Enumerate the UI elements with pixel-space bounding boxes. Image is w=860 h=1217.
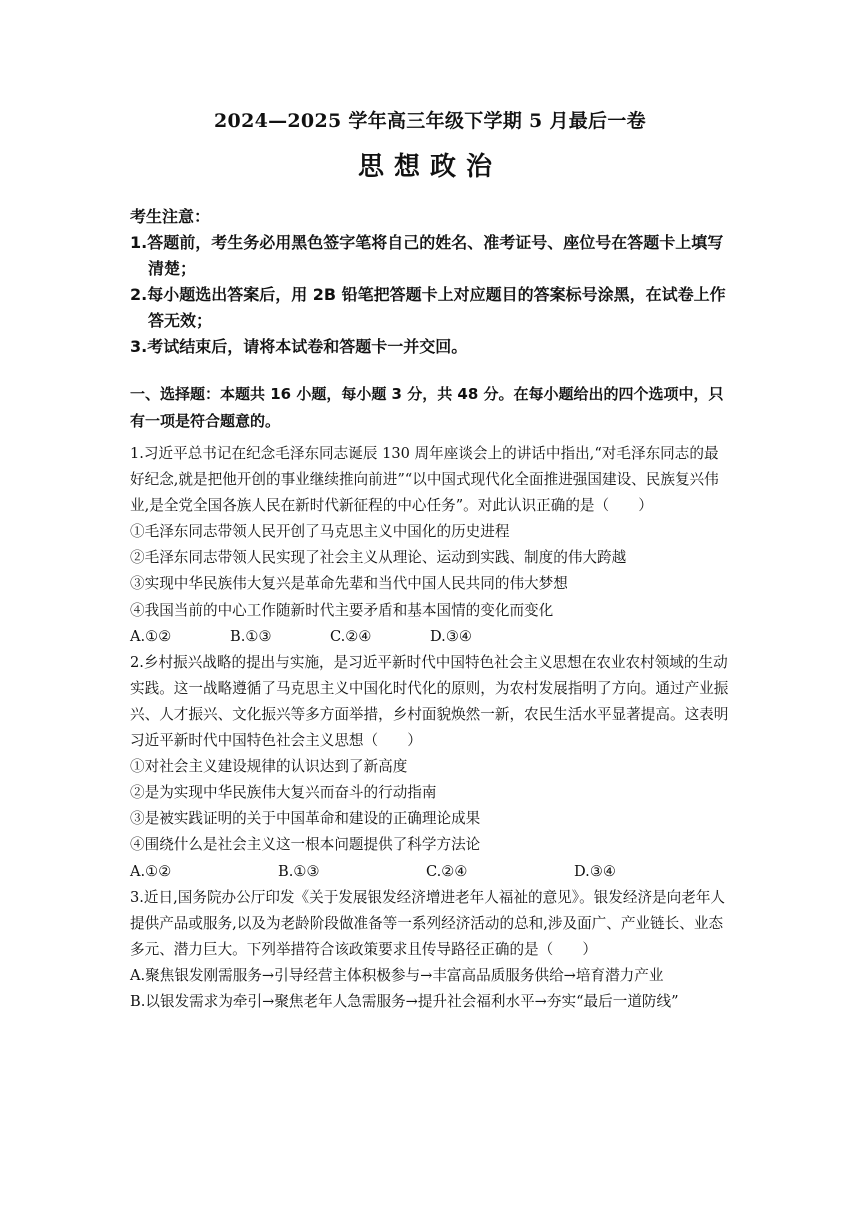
option-b: B.①③ (278, 862, 320, 880)
notice-block (130, 204, 730, 360)
notice-heading: 考生注意： (130, 207, 211, 226)
questions-body (130, 441, 730, 1015)
question-stem: 3.近日,国务院办公厅印发《关于发展银发经济增进老年人福祉的意见》。银发经济是向老年人提供产品或服务,以及为老龄阶段做准备等一系列经济活动的总和,涉及面广、产业链长、业态多元、潜力巨大。下列举措符合该政策要求且传导路径正确的是（ ） (130, 888, 726, 958)
statement: ④围绕什么是社会主义这一根本问题提供了科学方法论 (130, 836, 481, 854)
notice-item: 3.考试结束后，请将本试卷和答题卡一并交回。 (130, 337, 468, 356)
answer-options (130, 859, 730, 885)
question-stem: 1.习近平总书记在纪念毛泽东同志诞辰 130 周年座谈会上的讲话中指出,“对毛泽东同志的最好纪念,就是把他开创的事业继续推向前进”“以中国式现代化全面推进强国建设、民族复兴伟业,是全党全国各族人民在新时代新征程的中心任务”。对此认识正确的是（ ） (130, 445, 719, 515)
option-a: A.聚焦银发刚需服务→引导经营主体积极参与→丰富高品质服务供给→培育潜力产业 (130, 966, 664, 984)
statement: ④我国当前的中心工作随新时代主要矛盾和基本国情的变化而变化 (130, 601, 554, 619)
exam-title: 2024—2025 学年高三年级下学期 5 月最后一卷 (214, 110, 646, 132)
option-d: D.③④ (430, 627, 472, 645)
option-a: A.①② (130, 862, 172, 880)
statement: ①对社会主义建设规律的认识达到了新高度 (130, 758, 408, 776)
statement: ①毛泽东同志带领人民开创了马克思主义中国化的历史进程 (130, 523, 510, 541)
statement: ②是为实现中华民族伟大复兴而奋斗的行动指南 (130, 784, 437, 802)
option-b: B.①③ (230, 627, 272, 645)
option-a: A.①② (130, 627, 172, 645)
option-c: C.②④ (426, 862, 468, 880)
subject-title: 思想政治 (357, 152, 502, 182)
option-c: C.②④ (330, 627, 372, 645)
notice-item: 2.每小题选出答案后，用 2B 铅笔把答题卡上对应题目的答案标号涂黑，在试卷上作答无效； (130, 285, 726, 330)
option-d: D.③④ (574, 862, 616, 880)
option-b: B.以银发需求为牵引→聚焦老年人急需服务→提升社会福利水平→夯实“最后一道防线” (130, 992, 679, 1010)
question-stem: 2.乡村振兴战略的提出与实施，是习近平新时代中国特色社会主义思想在农业农村领域的生动实践。这一战略遵循了马克思主义中国化时代化的原则，为农村发展指明了方向。通过产业振兴、人才振兴、文化振兴等多方面举措，乡村面貌焕然一新，农民生活水平显著提高。这表明习近平新时代中国特色社会主义思想（ ） (130, 653, 729, 750)
statement: ③实现中华民族伟大复兴是革命先辈和当代中国人民共同的伟大梦想 (130, 575, 568, 593)
statement: ③是被实践证明的关于中国革命和建设的正确理论成果 (130, 810, 481, 828)
statement: ②毛泽东同志带领人民实现了社会主义从理论、运动到实践、制度的伟大跨越 (130, 549, 627, 567)
answer-options (130, 624, 730, 650)
notice-item: 1.答题前，考生务必用黑色签字笔将自己的姓名、准考证号、座位号在答题卡上填写清楚； (130, 233, 724, 278)
section-heading: 一、选择题：本题共 16 小题，每小题 3 分，共 48 分。在每小题给出的四个选项中，只有一项是符合题意的。 (130, 385, 724, 430)
